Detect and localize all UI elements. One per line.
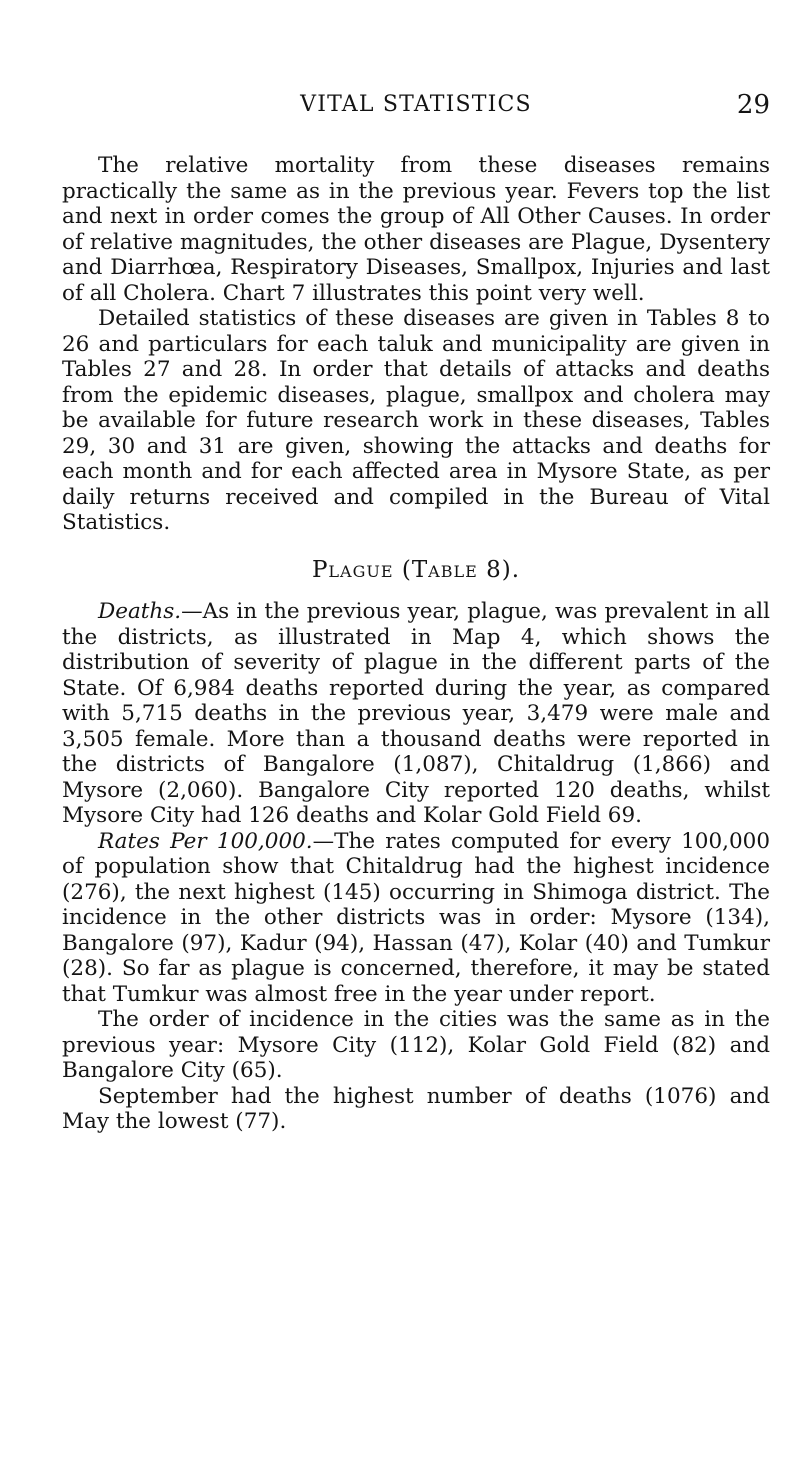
- paragraph-rates-text: —The rates computed for every 100,000 of population show that Chitaldrug had the highest incidence (276), the next highest (145) occurring in Shimoga district. The incidence in the other districts was in order: Mysore (134), Bangalore (97), Kadur (94), Hassan (47), Kolar (40) and Tumkur (28). So far as plague is concerned, therefore, it may be stated that Tumkur was almost free in the year under report.: [62, 828, 770, 1007]
- paragraph-rates-lead: Rates Per 100,000.: [98, 828, 313, 854]
- paragraph-city-incidence: The order of incidence in the cities was the same as in the previous year: Mysore City (112), Kolar Gold Field (82) and Bangalore City (65).: [62, 1007, 770, 1083]
- paragraph-rates: [62, 829, 770, 1008]
- paragraph-deaths-text: —As in the previous year, plague, was prevalent in all the districts, as illustrated in Map 4, which shows the distribution of severity of plague in the different parts of the State. Of 6,984 deaths reported during the year, as compared with 5,715 deaths in the previous year, 3,479 were male and 3,505 female. More than a thousand deaths were reported in the districts of Bangalore (1,087), Chitaldrug (1,866) and Mysore (2,060). Bangalore City reported 120 deaths, whilst Mysore City had 126 deaths and Kolar Gold Field 69.: [62, 599, 770, 828]
- paragraph-detailed-statistics: Detailed statistics of these diseases are given in Tables 8 to 26 and particulars for each taluk and municipality are given in Tables 27 and 28. In order that details of attacks and deaths from the epidemic diseases, plague, smallpox and cholera may be available for future research work in these diseases, Tables 29, 30 and 31 are given, showing the attacks and deaths for each month and for each affected area in Mysore State, as per daily returns received and compiled in the Bureau of Vital Statistics.: [62, 306, 770, 535]
- running-title: VITAL STATISTICS: [300, 92, 532, 117]
- paragraph-monthly-deaths: September had the highest number of deaths (1076) and May the lowest (77).: [62, 1083, 770, 1134]
- section-heading-plague: Plague (Table 8).: [311, 556, 521, 583]
- body-text: [62, 153, 770, 1135]
- running-header: [62, 92, 770, 132]
- paragraph-deaths: [62, 599, 770, 829]
- paragraph-deaths-lead: Deaths.: [98, 599, 182, 624]
- page-number: 29: [736, 90, 770, 120]
- paragraph-mortality-summary: The relative mortality from these diseases remains practically the same as in the previous year. Fevers top the list and next in order comes the group of All Other Causes. In order of relative magnitudes, the other diseases are Plague, Dysentery and Diarrhœa, Respiratory Diseases, Smallpox, Injuries and last of all Cholera. Chart 7 illustrates this point very well.: [62, 153, 770, 306]
